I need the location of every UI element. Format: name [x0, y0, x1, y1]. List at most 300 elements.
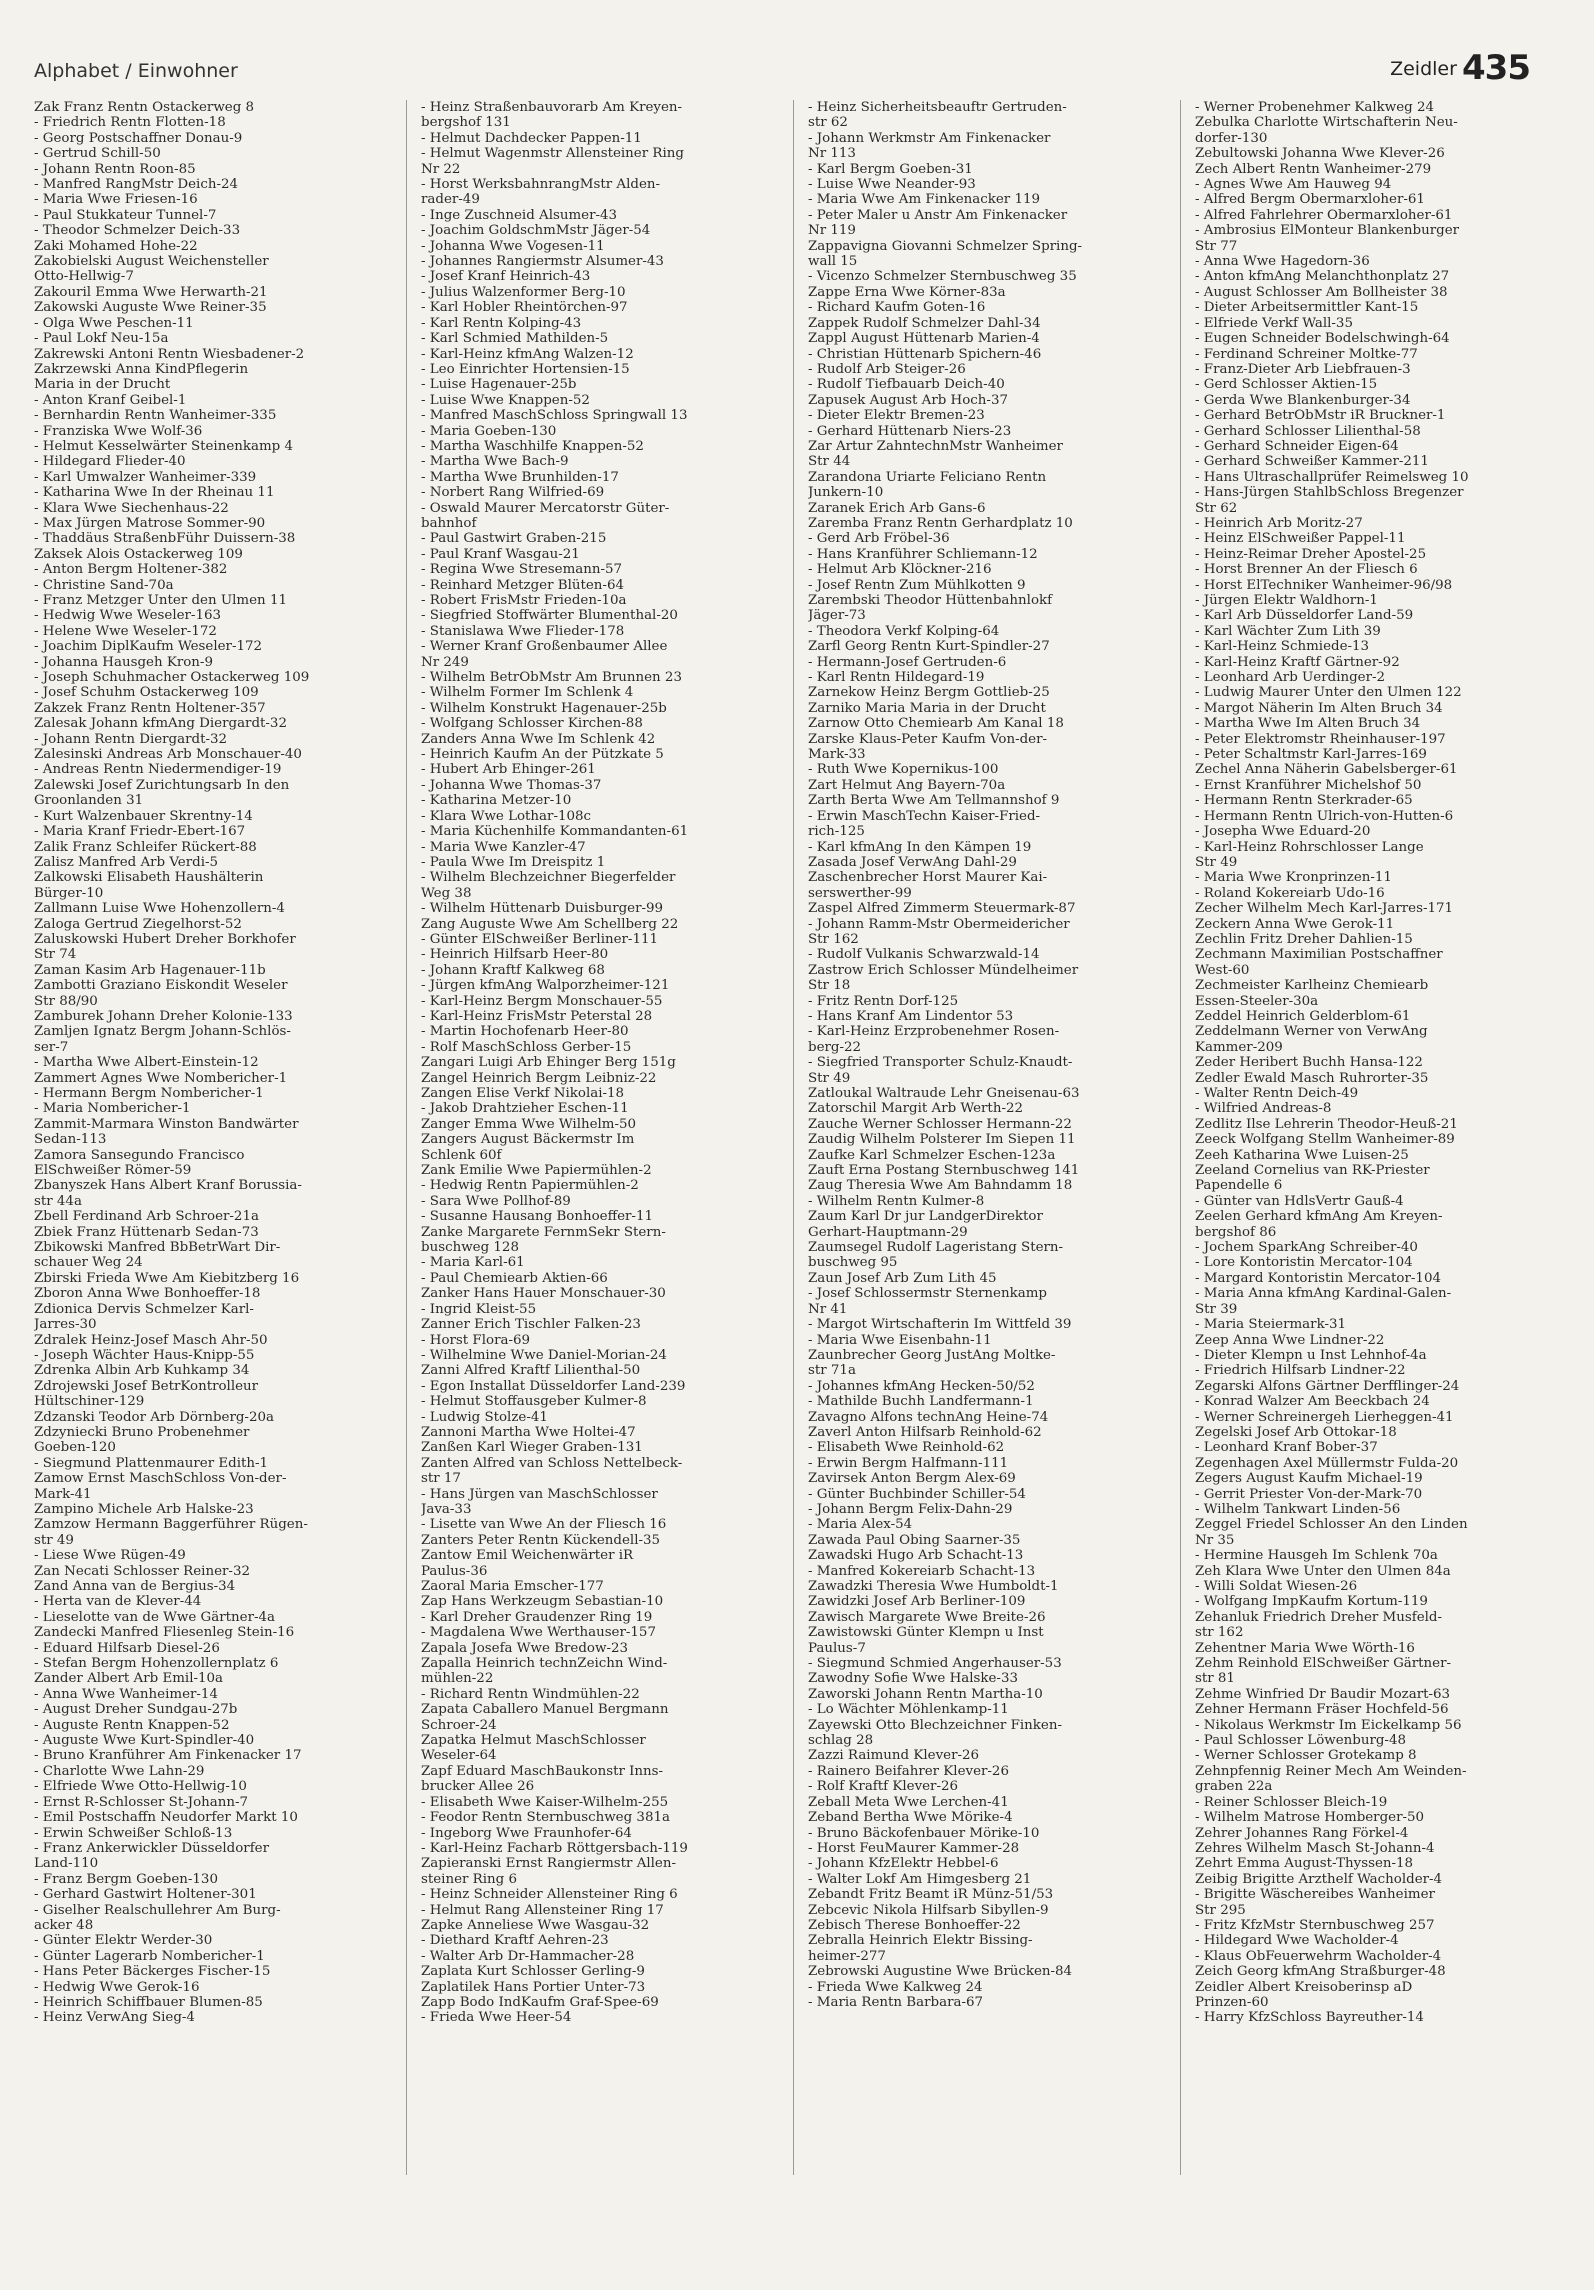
directory-entry: Zapieranski Ernst Rangiermstr Allen- — [421, 1856, 677, 1872]
directory-entry: - Ruth Wwe Kopernikus-100 — [808, 762, 999, 778]
directory-entry: Schroer-24 — [421, 1717, 497, 1733]
directory-entry: Zart Helmut Ang Bayern-70a — [808, 777, 1006, 793]
directory-entry: - Gerhard Schweißer Kammer-211 — [1195, 454, 1429, 470]
directory-entry: - Theodora Verkf Kolping-64 — [808, 623, 1000, 639]
directory-entry: - Rolf Kraftf Klever-26 — [808, 1779, 959, 1795]
directory-entry: - Willi Soldat Wiesen-26 — [1195, 1579, 1358, 1594]
directory-entry: Zakobielski August Weichensteller — [34, 254, 269, 270]
directory-entry: Zammit-Marmara Winston Bandwärter — [34, 1116, 299, 1132]
directory-entry: Zaksek Alois Ostackerweg 109 — [34, 546, 243, 562]
directory-entry: str 17 — [421, 1471, 461, 1487]
directory-entry: - Max Jürgen Matrose Sommer-90 — [34, 515, 266, 531]
directory-entry: Zedler Ewald Masch Ruhrorter-35 — [1195, 1070, 1429, 1086]
directory-entry: - Werner Schreinergeh Lierheggen-41 — [1195, 1409, 1454, 1425]
directory-entry: Zatloukal Waltraude Lehr Gneisenau-63 — [808, 1086, 1080, 1101]
directory-entry: - Erwin Schweißer Schloß-13 — [34, 1825, 233, 1841]
directory-entry: - Johann Kraftf Kalkweg 68 — [421, 962, 605, 978]
directory-entry: - Hildegard Wwe Wacholder-4 — [1195, 1933, 1399, 1949]
directory-entry: - Hans Jürgen van MaschSchlosser — [421, 1486, 658, 1502]
directory-entry: Zebultowski Johanna Wwe Klever-26 — [1195, 146, 1445, 162]
directory-entry: Zakouril Emma Wwe Herwarth-21 — [34, 284, 268, 300]
directory-entry: Zaworski Johann Rentn Martha-10 — [808, 1686, 1043, 1702]
directory-entry: Zanßen Karl Wieger Graben-131 — [421, 1440, 643, 1456]
directory-entry: - Hermann-Josef Gertruden-6 — [808, 654, 1007, 670]
directory-entry: Zandecki Manfred Fliesenleg Stein-16 — [34, 1625, 295, 1641]
directory-entry: - Joachim GoldschmMstr Jäger-54 — [421, 223, 651, 239]
column-3 — [808, 100, 1170, 2010]
directory-entry: Zapp Bodo IndKaufm Graf-Spee-69 — [421, 1994, 659, 2010]
directory-entry: Zehnpfennig Reiner Mech Am Weinden- — [1195, 1763, 1467, 1779]
directory-entry: Zanders Anna Wwe Im Schlenk 42 — [421, 731, 656, 747]
directory-entry: - Joseph Schuhmacher Ostackerweg 109 — [34, 670, 310, 686]
directory-entry: - Oswald Maurer Mercatorstr Güter- — [421, 500, 670, 516]
directory-entry: - Jürgen Elektr Waldhorn-1 — [1195, 593, 1378, 608]
directory-entry: Zanke Margarete FernmSekr Stern- — [421, 1224, 666, 1240]
directory-entry: - Wolfgang Schlosser Kirchen-88 — [421, 716, 643, 732]
directory-entry: str 62 — [808, 115, 848, 131]
directory-entry: Zbell Ferdinand Arb Schroer-21a — [34, 1209, 259, 1225]
directory-entry: Jarres-30 — [34, 1317, 97, 1333]
directory-entry: - Joachim DiplKaufm Weseler-172 — [34, 639, 263, 655]
directory-entry: Gerhart-Hauptmann-29 — [808, 1224, 968, 1240]
directory-entry: - Paul Lokf Neu-15a — [34, 331, 169, 347]
directory-entry: - Maria Wwe Kronprinzen-11 — [1195, 870, 1392, 886]
directory-entry: Str 74 — [34, 947, 77, 963]
directory-entry: Zebralla Heinrich Elektr Bissing- — [808, 1933, 1033, 1949]
directory-entry: Str 44 — [808, 454, 851, 470]
directory-entry: - Karl Schmied Mathilden-5 — [421, 331, 609, 347]
directory-entry: Zarniko Maria Maria in der Drucht — [808, 700, 1046, 716]
directory-entry: Zechmeister Karlheinz Chemiearb — [1195, 978, 1429, 994]
directory-entry: Zarfl Georg Rentn Kurt-Spindler-27 — [808, 639, 1050, 655]
directory-entry: Zegelski Josef Arb Ottokar-18 — [1195, 1424, 1397, 1440]
directory-entry: - Maria Alex-54 — [808, 1517, 913, 1533]
directory-entry: Zechel Anna Näherin Gabelsberger-61 — [1195, 762, 1458, 778]
directory-entry: Zeelen Gerhard kfmAng Am Kreyen- — [1195, 1209, 1443, 1225]
directory-entry: Zawada Paul Obing Saarner-35 — [808, 1532, 1021, 1548]
directory-entry: Zakzek Franz Rentn Holtener-357 — [34, 700, 266, 716]
directory-entry: Zawidzki Josef Arb Berliner-109 — [808, 1594, 1026, 1610]
directory-entry: - Johannes Rangiermstr Alsumer-43 — [421, 254, 664, 270]
directory-entry: - Paul Schlosser Löwenburg-48 — [1195, 1733, 1407, 1749]
directory-entry: Weseler-64 — [421, 1748, 497, 1764]
directory-entry: Junkern-10 — [808, 485, 884, 501]
directory-entry: - Lore Kontoristin Mercator-104 — [1195, 1255, 1413, 1271]
directory-entry: Zauche Werner Schlosser Hermann-22 — [808, 1116, 1072, 1132]
directory-entry: - Anna Wwe Hagedorn-36 — [1195, 254, 1370, 270]
directory-entry: Zaplatilek Hans Portier Unter-73 — [421, 1979, 646, 1995]
directory-entry: - Wilhelm Former Im Schlenk 4 — [421, 685, 634, 701]
directory-entry: - Heinz Schneider Allensteiner Ring 6 — [421, 1887, 678, 1903]
directory-entry: - Manfred RangMstr Deich-24 — [34, 177, 239, 193]
directory-entry: - Karl-Heinz Kraftf Gärtner-92 — [1195, 654, 1400, 670]
directory-entry: - Anton kfmAng Melanchthonplatz 27 — [1195, 269, 1450, 285]
column-divider — [793, 100, 794, 2175]
directory-entry: - Christine Sand-70a — [34, 577, 174, 593]
directory-entry: - Herta van de Klever-44 — [34, 1594, 202, 1610]
directory-entry: - Jochem SparkAng Schreiber-40 — [1195, 1240, 1418, 1256]
directory-entry: - Feodor Rentn Sternbuschweg 381a — [421, 1810, 670, 1826]
directory-entry: Paulus-36 — [421, 1563, 488, 1579]
directory-entry: - Gerd Schlosser Aktien-15 — [1195, 377, 1378, 393]
directory-entry: - Rudolf Tiefbauarb Deich-40 — [808, 377, 1005, 393]
directory-entry: str 49 — [34, 1532, 74, 1548]
directory-entry: - Peter Schaltmstr Karl-Jarres-169 — [1195, 747, 1427, 763]
directory-entry: - Ingrid Kleist-55 — [421, 1301, 537, 1317]
directory-entry: Zeckern Anna Wwe Gerok-11 — [1195, 916, 1395, 932]
directory-entry: - Karl Rentn Kolping-43 — [421, 315, 582, 331]
directory-entry: - Brigitte Wäschereibes Wanheimer — [1195, 1887, 1435, 1903]
directory-entry: - Anton Bergm Holtener-382 — [34, 562, 228, 578]
directory-entry: - Gerhard Schneider Eigen-64 — [1195, 438, 1399, 454]
directory-entry: - Johann Bergm Felix-Dahn-29 — [808, 1501, 1013, 1517]
directory-entry: - Peter Maler u Anstr Am Finkenacker — [808, 207, 1068, 223]
directory-entry: - Konrad Walzer Am Beeckbach 24 — [1195, 1394, 1430, 1410]
directory-entry: - Ingeborg Wwe Fraunhofer-64 — [421, 1825, 632, 1841]
directory-entry: - Bernhardin Rentn Wanheimer-335 — [34, 408, 277, 424]
directory-entry: Zalkowski Elisabeth Haushälterin — [34, 870, 264, 886]
directory-entry: - Martha Wwe Brunhilden-17 — [421, 469, 619, 485]
directory-entry: Land-110 — [34, 1856, 99, 1872]
directory-entry: - Elisabeth Wwe Kaiser-Wilhelm-255 — [421, 1794, 669, 1810]
directory-entry: Nr 119 — [808, 223, 856, 239]
directory-entry: Zaudig Wilhelm Polsterer Im Siepen 11 — [808, 1132, 1076, 1148]
directory-entry: - Karl-Heinz Rohrschlosser Lange — [1195, 839, 1424, 855]
directory-entry: - Alfred Bergm Obermarxloher-61 — [1195, 192, 1425, 208]
directory-entry: dorfer-130 — [1195, 130, 1268, 146]
directory-entry: Zaunbrecher Georg JustAng Moltke- — [808, 1347, 1056, 1363]
directory-entry: Nr 35 — [1195, 1532, 1235, 1548]
directory-entry: - Gertrud Schill-50 — [34, 146, 161, 162]
directory-entry: - Margot Wirtschafterin Im Wittfeld 39 — [808, 1317, 1072, 1333]
directory-entry: Zatorschil Margit Arb Werth-22 — [808, 1101, 1024, 1117]
directory-entry: - Paula Wwe Im Dreispitz 1 — [421, 854, 606, 870]
directory-entry: Zamburek Johann Dreher Kolonie-133 — [34, 1008, 293, 1024]
directory-entry: Zallmann Luise Wwe Hohenzollern-4 — [34, 901, 285, 917]
directory-entry: - Ambrosius ElMonteur Blankenburger — [1195, 223, 1460, 239]
directory-entry: - Kurt Walzenbauer Skrentny-14 — [34, 808, 253, 824]
directory-entry: - Agnes Wwe Am Hauweg 94 — [1195, 177, 1392, 193]
directory-entry: Zalesak Johann kfmAng Diergardt-32 — [34, 716, 287, 732]
directory-entry: - Norbert Rang Wilfried-69 — [421, 485, 605, 501]
directory-entry: Zappavigna Giovanni Schmelzer Spring- — [808, 238, 1083, 254]
directory-entry: - Maria Küchenhilfe Kommandanten-61 — [421, 824, 689, 840]
directory-entry: - Roland Kokereiarb Udo-16 — [1195, 885, 1385, 901]
directory-entry: Zampino Michele Arb Halske-23 — [34, 1501, 254, 1517]
directory-entry: - Maria Wwe Eisenbahn-11 — [808, 1332, 992, 1348]
directory-entry: Zar Artur ZahntechnMstr Wanheimer — [808, 438, 1063, 454]
section-heading: Alphabet / Einwohner — [34, 60, 238, 82]
directory-entry: Zaplata Kurt Schlosser Gerling-9 — [421, 1964, 645, 1980]
directory-entry: rich-125 — [808, 824, 865, 840]
directory-entry: - Heinrich Arb Moritz-27 — [1195, 515, 1363, 531]
directory-entry: - Auguste Rentn Knappen-52 — [34, 1717, 230, 1733]
directory-entry: - Wilhelm Matrose Homberger-50 — [1195, 1810, 1425, 1826]
directory-entry: bahnhof — [421, 515, 477, 531]
directory-entry: - Heinz-Reimar Dreher Apostel-25 — [1195, 546, 1427, 562]
directory-entry: Zangari Luigi Arb Ehinger Berg 151g — [421, 1055, 676, 1071]
directory-entry: Zarske Klaus-Peter Kaufm Von-der- — [808, 731, 1048, 747]
directory-entry: - Karl Wächter Zum Lith 39 — [1195, 623, 1381, 639]
directory-entry: - Bruno Bäckofenbauer Mörike-10 — [808, 1825, 1040, 1841]
directory-entry: Zebandt Fritz Beamt iR Münz-51/53 — [808, 1887, 1054, 1903]
directory-entry: Zaranek Erich Arb Gans-6 — [808, 500, 986, 516]
directory-entry: Zaschenbrecher Horst Maurer Kai- — [808, 870, 1048, 886]
directory-entry: Zantow Emil Weichenwärter iR — [421, 1548, 634, 1564]
directory-entry: Zander Albert Arb Emil-10a — [34, 1671, 224, 1687]
directory-entry: Zak Franz Rentn Ostackerweg 8 — [34, 100, 255, 115]
directory-entry: - Werner Schlosser Grotekamp 8 — [1195, 1748, 1417, 1764]
directory-entry: Mark-41 — [34, 1486, 92, 1502]
directory-entry: - Horst ElTechniker Wanheimer-96/98 — [1195, 577, 1453, 593]
directory-entry: - Johanna Hausgeh Kron-9 — [34, 654, 213, 670]
directory-entry: - Maria Nombericher-1 — [34, 1101, 191, 1117]
directory-entry: - Hans Kranführer Schliemann-12 — [808, 546, 1038, 562]
directory-entry: - Maria Wwe Friesen-16 — [34, 192, 198, 208]
directory-entry: - Diethard Kraftf Aehren-23 — [421, 1933, 609, 1949]
directory-entry: - Rainero Beifahrer Klever-26 — [808, 1763, 1009, 1779]
directory-entry: - Horst WerksbahnrangMstr Alden- — [421, 177, 661, 193]
directory-entry: - Lieselotte van de Wwe Gärtner-4a — [34, 1609, 275, 1625]
directory-entry: Zaluskowski Hubert Dreher Borkhofer — [34, 931, 296, 947]
directory-entry: - Ernst R-Schlosser St-Johann-7 — [34, 1794, 249, 1810]
directory-entry: Zeeck Wolfgang Stellm Wanheimer-89 — [1195, 1132, 1455, 1148]
directory-entry: Zegers August Kaufm Michael-19 — [1195, 1471, 1423, 1487]
directory-entry: - Emil Postschaffn Neudorfer Markt 10 — [34, 1810, 298, 1826]
directory-entry: - Wilhelm BetrObMstr Am Brunnen 23 — [421, 670, 682, 686]
directory-entry: Zamora Sansegundo Francisco — [34, 1147, 245, 1163]
directory-entry: - Karl Umwalzer Wanheimer-339 — [34, 469, 257, 485]
directory-entry: - Maria Karl-61 — [421, 1255, 525, 1271]
directory-entry: - Gerhard Schlosser Lilienthal-58 — [1195, 423, 1421, 439]
directory-entry: - Frieda Wwe Heer-54 — [421, 2010, 572, 2026]
directory-entry: Zeibig Brigitte Arzthelf Wacholder-4 — [1195, 1871, 1443, 1887]
directory-entry: Zbanyszek Hans Albert Kranf Borussia- — [34, 1178, 302, 1194]
directory-entry: - Julius Walzenformer Berg-10 — [421, 284, 626, 300]
directory-entry: Str 62 — [1195, 500, 1238, 516]
directory-entry: - Heinz Sicherheitsbeauftr Gertruden- — [808, 100, 1067, 115]
directory-entry: - Rolf MaschSchloss Gerber-15 — [421, 1039, 632, 1055]
directory-entry: - Katharina Wwe In der Rheinau 11 — [34, 485, 275, 501]
directory-entry: - Maria Goeben-130 — [421, 423, 557, 439]
directory-entry: - Manfred MaschSchloss Springwall 13 — [421, 408, 688, 424]
directory-entry: Zakrzewski Anna KindPflegerin — [34, 361, 249, 377]
directory-entry: - Erwin MaschTechn Kaiser-Fried- — [808, 808, 1041, 824]
directory-entry: graben 22a — [1195, 1779, 1273, 1795]
directory-entry: Str 18 — [808, 978, 851, 994]
directory-entry: Str 49 — [1195, 854, 1238, 870]
directory-entry: - Olga Wwe Peschen-11 — [34, 315, 194, 331]
directory-entry: Zanner Erich Tischler Falken-23 — [421, 1317, 641, 1333]
directory-entry: - Stefan Bergm Hohenzollernplatz 6 — [34, 1656, 279, 1672]
directory-entry: - Susanne Hausang Bonhoeffer-11 — [421, 1209, 653, 1225]
directory-entry: - Helene Wwe Weseler-172 — [34, 623, 217, 639]
directory-entry: - Anton Kranf Geibel-1 — [34, 392, 187, 408]
directory-entry: - Bruno Kranführer Am Finkenacker 17 — [34, 1748, 302, 1764]
directory-entry: Zambotti Graziano Eiskondit Weseler — [34, 978, 288, 994]
directory-entry: Zapata Caballero Manuel Bergmann — [421, 1702, 669, 1718]
directory-entry: Zech Albert Rentn Wanheimer-279 — [1195, 161, 1432, 177]
directory-entry: Nr 113 — [808, 146, 856, 162]
directory-entry: Zawisch Margarete Wwe Breite-26 — [808, 1609, 1046, 1625]
directory-entry: - Karl-Heinz Bergm Monschauer-55 — [421, 993, 663, 1009]
directory-entry: mühlen-22 — [421, 1671, 494, 1687]
directory-entry: - Peter Elektromstr Rheinhauser-197 — [1195, 731, 1446, 747]
directory-entry: - Nikolaus Werkmstr Im Eickelkamp 56 — [1195, 1717, 1462, 1733]
directory-entry: Zeder Heribert Buchh Hansa-122 — [1195, 1055, 1423, 1071]
directory-entry: - Sara Wwe Pollhof-89 — [421, 1193, 571, 1209]
directory-entry: Paulus-7 — [808, 1640, 866, 1656]
directory-entry: Essen-Steeler-30a — [1195, 993, 1319, 1009]
directory-entry: Zebisch Therese Bonhoeffer-22 — [808, 1917, 1021, 1933]
directory-entry: - Walter Arb Dr-Hammacher-28 — [421, 1948, 635, 1964]
directory-entry: Zapf Eduard MaschBaukonstr Inns- — [421, 1763, 664, 1779]
directory-entry: - Heinrich Schiffbauer Blumen-85 — [34, 1994, 263, 2010]
directory-entry: - Heinz Straßenbauvorarb Am Kreyen- — [421, 100, 683, 115]
directory-entry: - Hubert Arb Ehinger-261 — [421, 762, 596, 778]
directory-entry: - Günter ElSchweißer Berliner-111 — [421, 931, 659, 947]
directory-entry: - Martha Wwe Im Alten Bruch 34 — [1195, 716, 1421, 732]
directory-entry: - Ernst Kranführer Michelshof 50 — [1195, 777, 1422, 793]
directory-entry: - Katharina Metzer-10 — [421, 793, 572, 809]
directory-entry: wall 15 — [808, 254, 858, 270]
directory-entry: Groonlanden 31 — [34, 793, 144, 809]
directory-entry: Zasada Josef VerwAng Dahl-29 — [808, 854, 1017, 870]
directory-entry: - Rudolf Arb Steiger-26 — [808, 361, 966, 377]
directory-entry: - Wilhelm Tankwart Linden-56 — [1195, 1501, 1401, 1517]
directory-entry: Zdzanski Teodor Arb Dörnberg-20a — [34, 1409, 274, 1425]
directory-entry: Zdrojewski Josef BetrKontrolleur — [34, 1378, 259, 1394]
directory-entry: Zaumsegel Rudolf Lageristang Stern- — [808, 1240, 1064, 1256]
directory-entry: Zakrewski Antoni Rentn Wiesbadener-2 — [34, 346, 305, 362]
directory-entry: - Johann KfzElektr Hebbel-6 — [808, 1856, 999, 1872]
directory-entry: Zeeland Cornelius van RK-Priester — [1195, 1163, 1430, 1179]
directory-entry: Str 39 — [1195, 1301, 1238, 1317]
directory-entry: Zapusek August Arb Hoch-37 — [808, 392, 1008, 408]
directory-entry: str 71a — [808, 1363, 856, 1379]
directory-entry: - Günter Buchbinder Schiller-54 — [808, 1486, 1026, 1502]
directory-entry: Zaoral Maria Emscher-177 — [421, 1579, 604, 1594]
directory-entry: - Maria Rentn Barbara-67 — [808, 1994, 984, 2010]
directory-entry: - Vicenzo Schmelzer Sternbuschweg 35 — [808, 269, 1077, 285]
directory-entry: Zamljen Ignatz Bergm Johann-Schlös- — [34, 1024, 291, 1040]
directory-entry: - Helmut Dachdecker Pappen-11 — [421, 130, 642, 146]
directory-entry: Zehres Wilhelm Masch St-Johann-4 — [1195, 1840, 1435, 1856]
directory-entry: - Johannes kfmAng Hecken-50/52 — [808, 1378, 1035, 1394]
directory-entry: - Gerhard Hüttenarb Niers-23 — [808, 423, 1012, 439]
directory-entry: Zboron Anna Wwe Bonhoeffer-18 — [34, 1286, 261, 1302]
directory-entry: Zaverl Anton Hilfsarb Reinhold-62 — [808, 1424, 1042, 1440]
directory-entry: - Helmut Wagenmstr Allensteiner Ring — [421, 146, 684, 162]
directory-entry: - Heinrich Kaufm An der Pützkate 5 — [421, 747, 664, 763]
directory-entry: - Johanna Wwe Thomas-37 — [421, 777, 602, 793]
directory-entry: Zawadzki Theresia Wwe Humboldt-1 — [808, 1579, 1059, 1594]
directory-entry: - Gerhard BetrObMstr iR Bruckner-1 — [1195, 408, 1446, 424]
directory-entry: ser-7 — [34, 1039, 69, 1055]
directory-entry: Str 295 — [1195, 1902, 1246, 1918]
directory-entry: Zehner Hermann Fräser Hochfeld-56 — [1195, 1702, 1449, 1718]
directory-entry: - Klara Wwe Siechenhaus-22 — [34, 500, 229, 516]
directory-entry: Zeh Klara Wwe Unter den Ulmen 84a — [1195, 1563, 1451, 1579]
directory-entry: Zayewski Otto Blechzeichner Finken- — [808, 1717, 1062, 1733]
page-number: 435 — [1462, 48, 1530, 88]
directory-entry: - Karl-Heinz Facharb Röttgersbach-119 — [421, 1840, 688, 1856]
directory-entry: - Siegmund Schmied Angerhauser-53 — [808, 1656, 1062, 1672]
directory-entry: Zeidler Albert Kreisoberinsp aD — [1195, 1979, 1413, 1995]
directory-entry: - Hans Ultraschallprüfer Reimelsweg 10 — [1195, 469, 1469, 485]
directory-entry: Zappe Erna Wwe Körner-83a — [808, 284, 1006, 300]
directory-entry: - Reiner Schlosser Bleich-19 — [1195, 1794, 1388, 1810]
directory-entry: - Egon Installat Düsseldorfer Land-239 — [421, 1378, 686, 1394]
directory-entry: - Klaus ObFeuerwehrm Wacholder-4 — [1195, 1948, 1442, 1964]
directory-entry: - Paul Stukkateur Tunnel-7 — [34, 207, 217, 223]
directory-entry: - Siegfried Transporter Schulz-Knaudt- — [808, 1055, 1073, 1071]
directory-entry: Zappl August Hüttenarb Marien-4 — [808, 331, 1040, 347]
directory-entry: Bürger-10 — [34, 885, 104, 901]
directory-entry: - Walter Rentn Deich-49 — [1195, 1086, 1359, 1101]
directory-entry: Schlenk 60f — [421, 1147, 502, 1163]
directory-entry: Papendelle 6 — [1195, 1178, 1283, 1194]
directory-entry: - Karl Dreher Graudenzer Ring 19 — [421, 1609, 653, 1625]
directory-entry: - Karl-Heinz FrisMstr Peterstal 28 — [421, 1008, 653, 1024]
directory-entry: - Reinhard Metzger Blüten-64 — [421, 577, 624, 593]
directory-entry: - Ferdinand Schreiner Moltke-77 — [1195, 346, 1418, 362]
directory-entry: - Inge Zuschneid Alsumer-43 — [421, 207, 618, 223]
directory-entry: Zanten Alfred van Schloss Nettelbeck- — [421, 1455, 683, 1471]
directory-entry: Sedan-113 — [34, 1132, 107, 1148]
directory-entry: - Richard Kaufm Goten-16 — [808, 300, 986, 316]
directory-entry: - Günter Lagerarb Nombericher-1 — [34, 1948, 265, 1964]
column-divider — [1180, 100, 1181, 2175]
directory-entry: Kammer-209 — [1195, 1039, 1283, 1055]
directory-entry: - Karl kfmAng In den Kämpen 19 — [808, 839, 1032, 855]
directory-entry: - Regina Wwe Stresemann-57 — [421, 562, 623, 578]
directory-entry: - Johanna Wwe Vogesen-11 — [421, 238, 605, 254]
directory-entry: - Erwin Bergm Halfmann-111 — [808, 1455, 1009, 1471]
directory-entry: - Liese Wwe Rügen-49 — [34, 1548, 186, 1564]
directory-entry: - Ludwig Maurer Unter den Ulmen 122 — [1195, 685, 1462, 701]
directory-entry: Zegenhagen Axel Müllermstr Fulda-20 — [1195, 1455, 1459, 1471]
directory-entry: Zehme Winfried Dr Baudir Mozart-63 — [1195, 1686, 1451, 1702]
directory-entry: Zangers August Bäckermstr Im — [421, 1132, 635, 1148]
directory-entry: rader-49 — [421, 192, 480, 208]
directory-entry: - Günter van HdlsVertr Gauß-4 — [1195, 1193, 1404, 1209]
directory-entry: Zastrow Erich Schlosser Mündelheimer — [808, 962, 1079, 978]
directory-entry: - Hedwig Wwe Gerok-16 — [34, 1979, 200, 1995]
directory-entry: Zehm Reinhold ElSchweißer Gärtner- — [1195, 1656, 1452, 1672]
directory-entry: - Luise Wwe Neander-93 — [808, 177, 976, 193]
directory-entry: - Margot Näherin Im Alten Bruch 34 — [1195, 700, 1443, 716]
directory-entry: - Gerda Wwe Blankenburger-34 — [1195, 392, 1411, 408]
directory-entry: Nr 41 — [808, 1301, 848, 1317]
directory-entry: - Maria Kranf Friedr-Ebert-167 — [34, 824, 246, 840]
directory-entry: Zalesinski Andreas Arb Monschauer-40 — [34, 747, 302, 763]
directory-entry: - Elisabeth Wwe Reinhold-62 — [808, 1440, 1005, 1456]
directory-entry: berg-22 — [808, 1039, 862, 1055]
directory-entry: Zapalla Heinrich technZeichn Wind- — [421, 1656, 668, 1672]
directory-entry: Zaspel Alfred Zimmerm Steuermark-87 — [808, 901, 1076, 917]
directory-entry: - Helmut Stoffausgeber Kulmer-8 — [421, 1394, 647, 1410]
directory-entry: - Wilhelm Rentn Kulmer-8 — [808, 1193, 985, 1209]
directory-entry: Zangel Heinrich Bergm Leibniz-22 — [421, 1070, 657, 1086]
directory-entry: Zdrenka Albin Arb Kuhkamp 34 — [34, 1363, 250, 1379]
directory-entry: Zammert Agnes Wwe Nombericher-1 — [34, 1070, 288, 1086]
directory-entry: Zegarski Alfons Gärtner Derfflinger-24 — [1195, 1378, 1460, 1394]
directory-entry: - Josef Schuhm Ostackerweg 109 — [34, 685, 259, 701]
directory-entry: Zakowski Auguste Wwe Reiner-35 — [34, 300, 267, 316]
directory-entry: - Karl-Heinz kfmAng Walzen-12 — [421, 346, 634, 362]
directory-entry: - Wilhelmine Wwe Daniel-Morian-24 — [421, 1347, 667, 1363]
